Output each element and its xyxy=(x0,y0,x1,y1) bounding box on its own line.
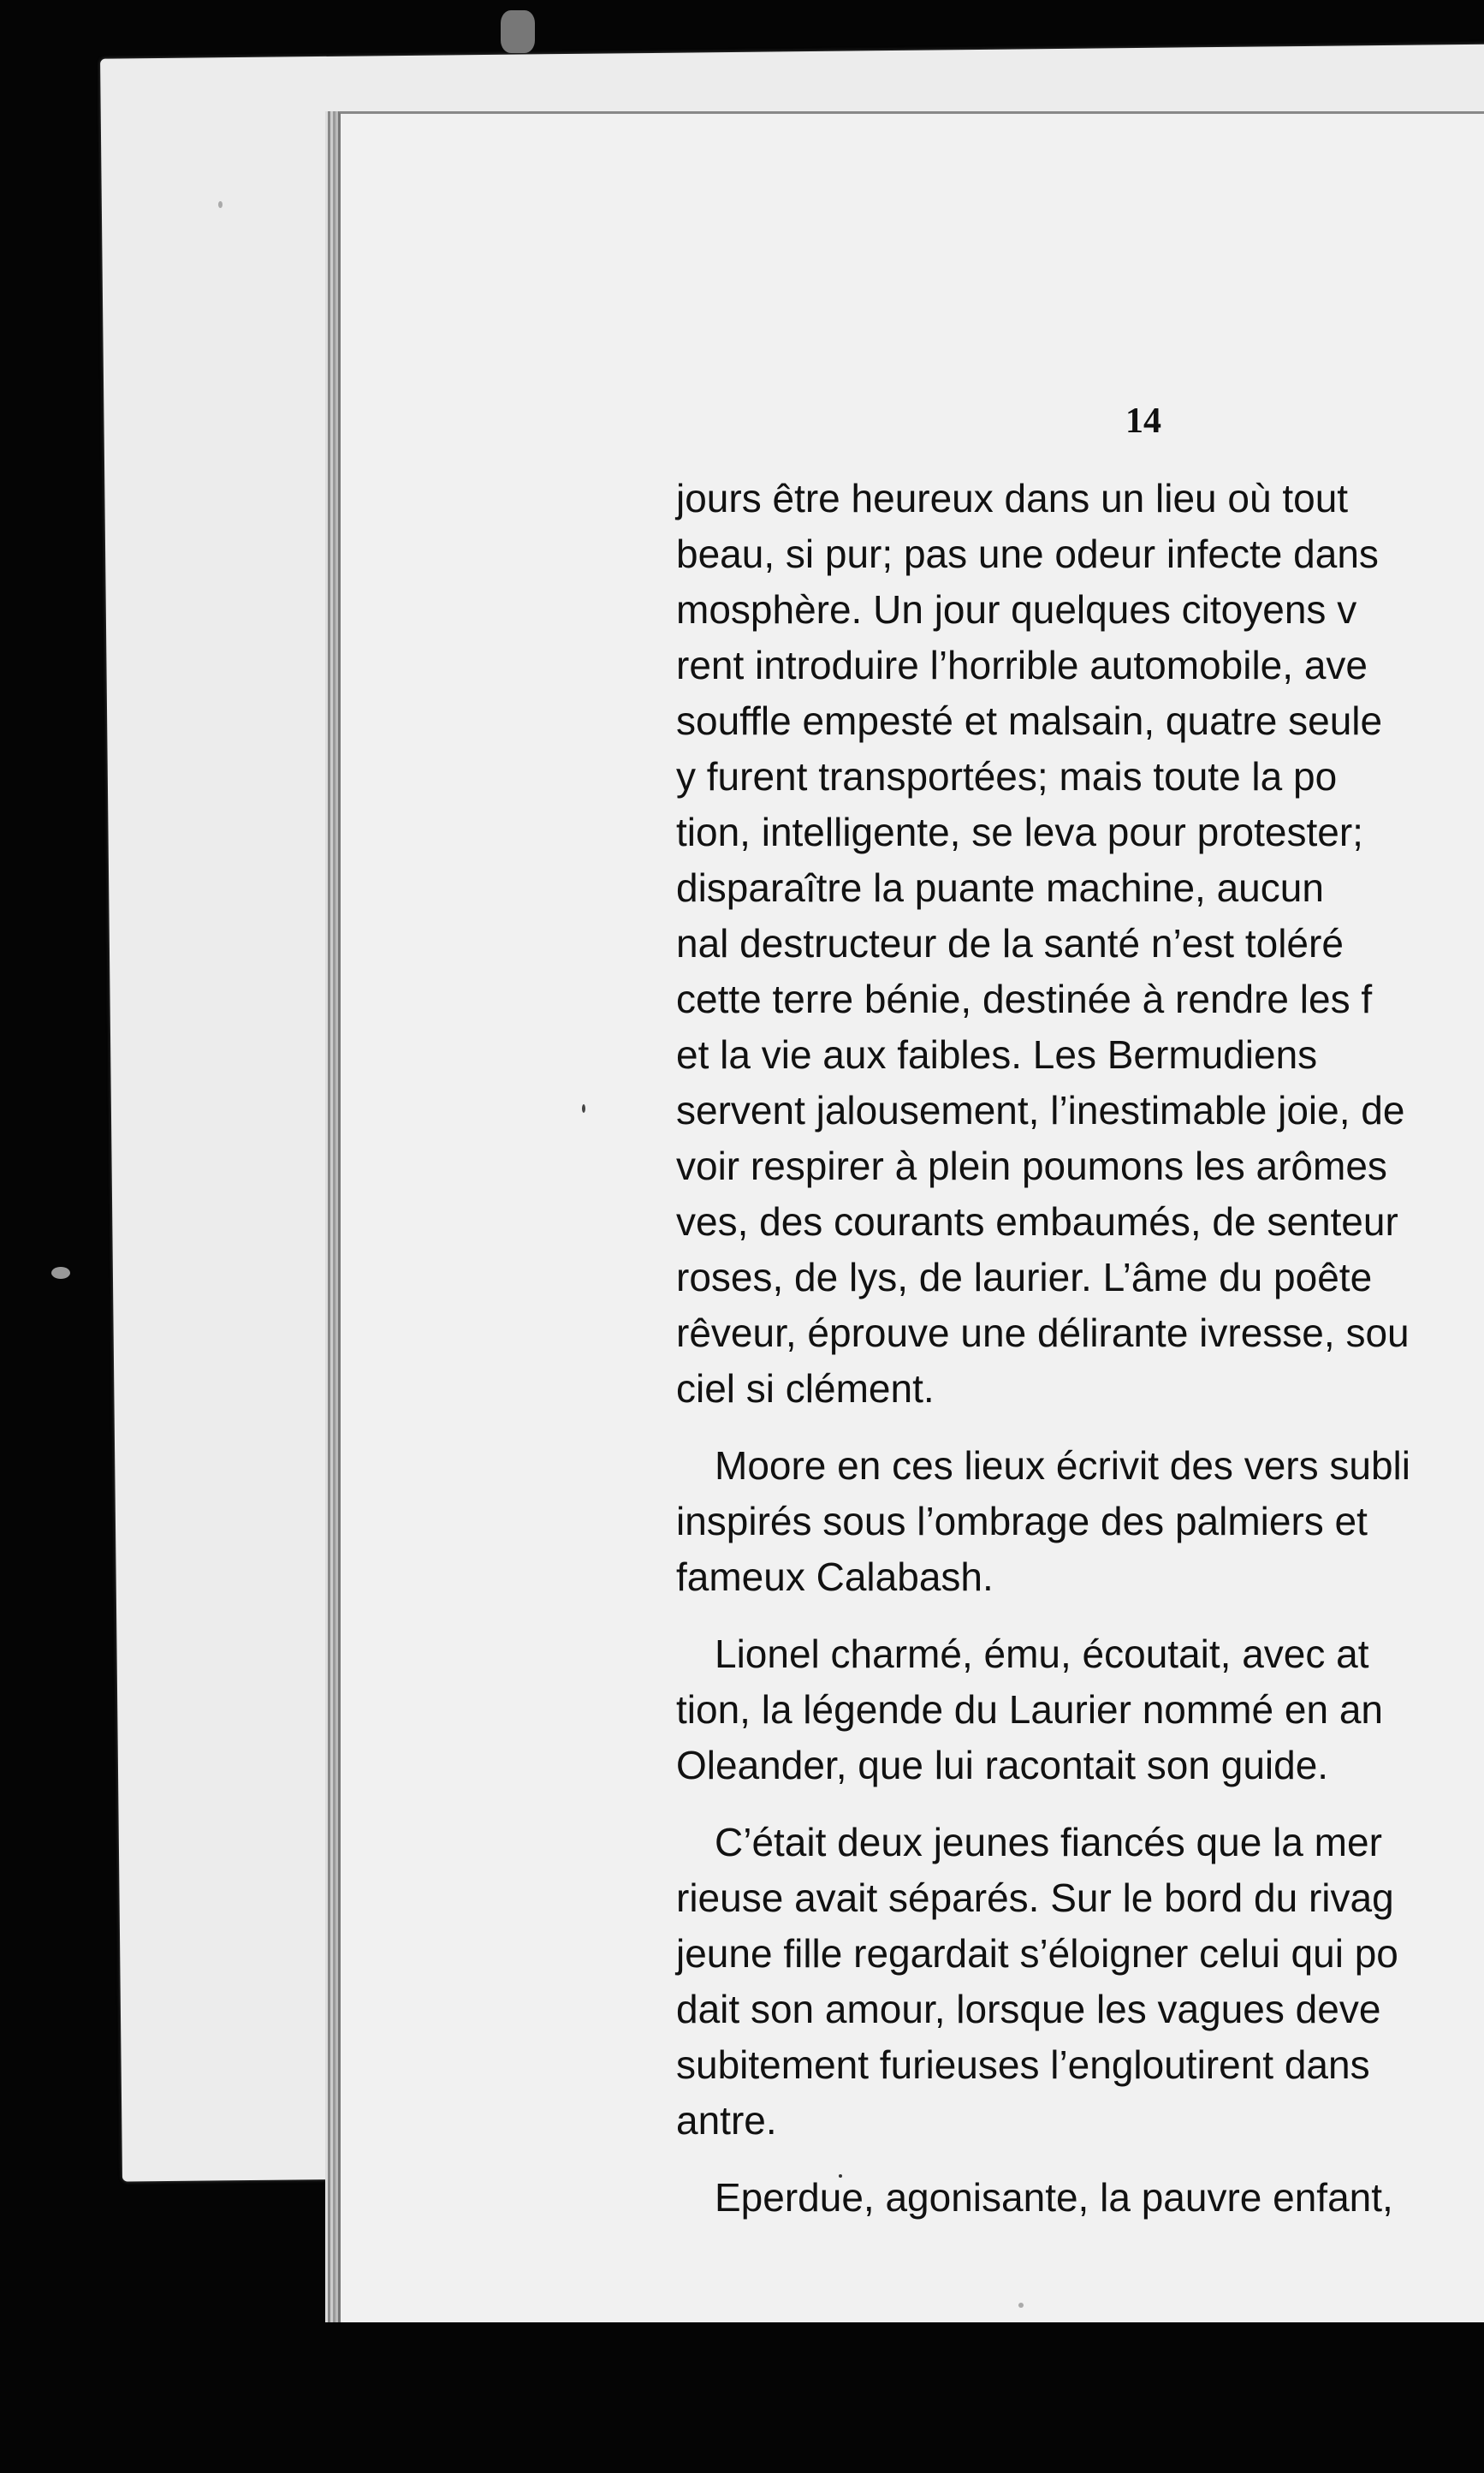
body-text xyxy=(676,471,1484,2226)
text-line: Oleander, que lui racontait son guide. xyxy=(676,1743,1329,1787)
text-line: jours être heureux dans un lieu où tout xyxy=(676,476,1349,520)
text-line: fameux Calabash. xyxy=(676,1555,994,1599)
paragraph-gap xyxy=(676,1605,1484,1626)
page-number: 14 xyxy=(1125,401,1161,441)
text-line: roses, de lys, de laurier. L’âme du poête xyxy=(676,1255,1373,1299)
text-line: servent jalousement, l’inestimable joie, de xyxy=(676,1088,1405,1132)
text-line: Lionel charmé, ému, écoutait, avec at xyxy=(715,1632,1369,1676)
text-line: C’était deux jeunes fiancés que la mer xyxy=(715,1820,1382,1864)
text-line: tion, la légende du Laurier nommé en an xyxy=(676,1687,1384,1732)
text-line: antre. xyxy=(676,2098,777,2143)
text-line: inspirés sous l’ombrage des palmiers et xyxy=(676,1499,1368,1543)
text-line: et la vie aux faibles. Les Bermudiens xyxy=(676,1032,1318,1077)
text-line: Eperdue, agonisante, la pauvre enfant, xyxy=(715,2175,1393,2220)
text-line: souffle empesté et malsain, quatre seule xyxy=(676,699,1383,743)
text-line: cette terre bénie, destinée à rendre les f xyxy=(676,977,1373,1021)
text-line: tion, intelligente, se leva pour protester; xyxy=(676,810,1363,854)
text-line: voir respirer à plein poumons les arômes xyxy=(676,1144,1387,1188)
text-line: ciel si clément. xyxy=(676,1366,935,1411)
text-line: rieuse avait séparés. Sur le bord du rivag xyxy=(676,1876,1394,1920)
text-line: beau, si pur; pas une odeur infecte dans xyxy=(676,532,1379,576)
text-line: subitement furieuses l’engloutirent dans xyxy=(676,2042,1370,2087)
text-line: rêveur, éprouve une délirante ivresse, sou xyxy=(676,1311,1410,1355)
paragraph-gap xyxy=(676,1417,1484,1438)
text-line: Moore en ces lieux écrivit des vers subli xyxy=(715,1443,1410,1488)
text-line: rent introduire l’horrible automobile, ave xyxy=(676,643,1368,687)
text-line: ves, des courants embaumés, de senteur xyxy=(676,1199,1398,1244)
text-line: nal destructeur de la santé n’est toléré xyxy=(676,921,1344,966)
text-line: dait son amour, lorsque les vagues deve xyxy=(676,1987,1381,2031)
text-line: y furent transportées; mais toute la po xyxy=(676,754,1338,799)
text-line: disparaître la puante machine, aucun xyxy=(676,865,1324,910)
text-line: jeune fille regardait s’éloigner celui qui po xyxy=(676,1931,1398,1976)
text-line: mosphère. Un jour quelques citoyens v xyxy=(676,587,1357,632)
paragraph-gap xyxy=(676,2149,1484,2170)
paragraph-gap xyxy=(676,1793,1484,1815)
